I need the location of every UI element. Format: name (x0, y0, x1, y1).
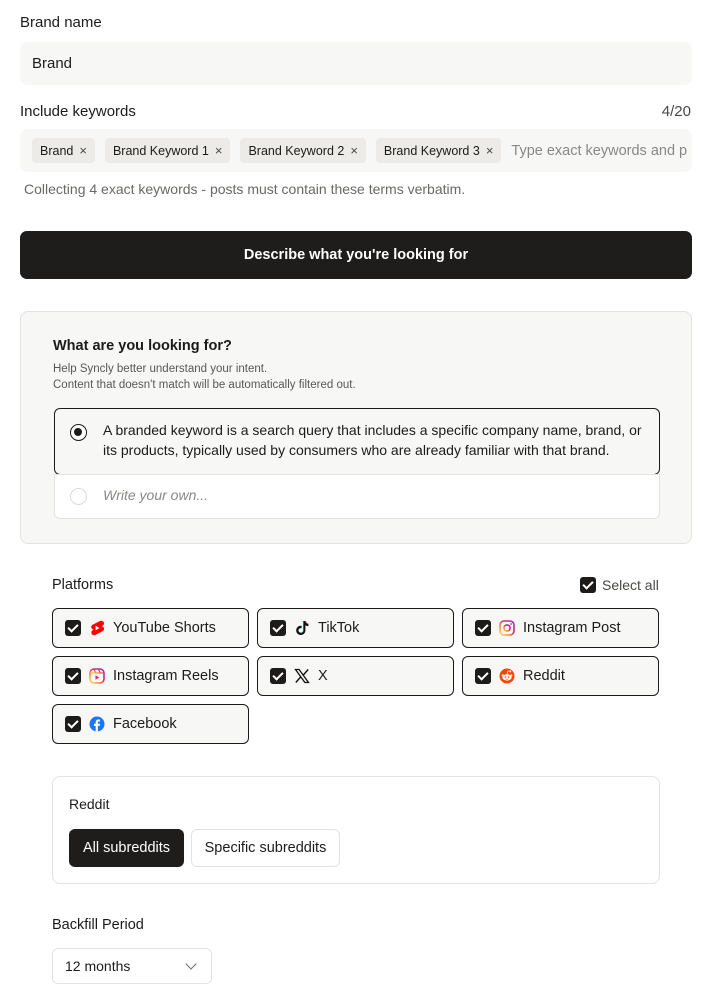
brand-name-label: Brand name (20, 14, 102, 31)
remove-chip-icon[interactable]: × (485, 143, 494, 158)
backfill-period-select[interactable] (52, 948, 212, 984)
keyword-chip-label: Brand Keyword 3 (383, 143, 480, 158)
tiktok-icon (294, 620, 310, 636)
keyword-input[interactable] (511, 143, 692, 159)
platform-label: TikTok (318, 620, 360, 636)
intent-title: What are you looking for? (53, 338, 232, 354)
keyword-chip (32, 138, 95, 163)
instagram-icon (499, 620, 515, 636)
intent-help-text (53, 361, 356, 393)
platform-label: YouTube Shorts (113, 620, 216, 636)
platform-facebook[interactable] (52, 704, 249, 744)
remove-chip-icon[interactable]: × (350, 143, 358, 158)
reddit-options-title: Reddit (69, 796, 110, 812)
checkbox-checked-icon[interactable] (270, 620, 286, 636)
platform-label: X (318, 668, 328, 684)
keywords-helper-text: Collecting 4 exact keywords - posts must contain these terms verbatim. (24, 181, 466, 197)
checkbox-checked-icon[interactable] (270, 668, 286, 684)
keyword-chip-label: Brand Keyword 2 (248, 143, 345, 158)
all-subreddits-button[interactable]: All subreddits (69, 829, 184, 867)
platforms-label: Platforms (52, 577, 114, 593)
checkbox-checked-icon[interactable] (65, 620, 81, 636)
keyword-chip-label: Brand Keyword 1 (112, 143, 209, 158)
checkbox-checked-icon[interactable] (65, 668, 81, 684)
platform-reddit[interactable] (462, 656, 659, 696)
reddit-options-card (52, 776, 660, 884)
checkbox-checked-icon[interactable] (65, 716, 81, 732)
keyword-count: 4/20 (661, 103, 691, 120)
intent-option-selected[interactable] (54, 408, 660, 475)
intent-card (20, 311, 692, 544)
platform-x[interactable] (257, 656, 454, 696)
remove-chip-icon[interactable]: × (214, 143, 223, 158)
platform-label: Instagram Reels (113, 668, 219, 684)
platform-label: Instagram Post (523, 620, 621, 636)
keyword-chip (105, 138, 230, 163)
backfill-period-label: Backfill Period (52, 917, 144, 933)
intent-help-line: Content that doesn't match will be automatically filtered out. (53, 379, 356, 391)
intent-help-line: Help Syncly better understand your intent. (53, 363, 268, 375)
include-keywords-label: Include keywords (20, 103, 136, 120)
facebook-icon (89, 716, 105, 732)
select-all-toggle[interactable] (580, 577, 659, 593)
intent-option-text: A branded keyword is a search query that includes a specific company name, brand, or its products, typically used by consumers who are already familiar with that brand. (103, 422, 642, 458)
keyword-chip (376, 138, 501, 163)
reddit-icon (499, 668, 515, 684)
platform-instagram-post[interactable] (462, 608, 659, 648)
radio-unselected-icon[interactable] (70, 488, 87, 505)
select-all-label: Select all (602, 577, 659, 593)
write-own-placeholder[interactable]: Write your own... (103, 487, 209, 503)
specific-subreddits-button[interactable]: Specific subreddits (191, 829, 340, 867)
radio-selected-icon[interactable] (70, 424, 87, 441)
checkbox-checked-icon[interactable] (475, 620, 491, 636)
checkbox-checked-icon[interactable] (475, 668, 491, 684)
platform-label: Reddit (523, 668, 565, 684)
platform-youtube-shorts[interactable] (52, 608, 249, 648)
x-logo-icon (294, 668, 310, 684)
backfill-period-value: 12 months (65, 958, 131, 974)
brand-name-input[interactable]: Brand (20, 42, 692, 85)
instagram-reels-icon (89, 668, 105, 684)
describe-intent-button[interactable]: Describe what you're looking for (20, 231, 692, 279)
chevron-down-icon (185, 958, 196, 969)
keywords-field[interactable] (20, 129, 692, 172)
checkbox-checked-icon[interactable] (580, 577, 596, 593)
keyword-chip (240, 138, 365, 163)
keyword-chip-label: Brand (40, 143, 74, 158)
platform-instagram-reels[interactable] (52, 656, 249, 696)
youtube-shorts-icon (89, 620, 105, 636)
platform-label: Facebook (113, 716, 177, 732)
remove-chip-icon[interactable]: × (79, 143, 87, 158)
platform-tiktok[interactable] (257, 608, 454, 648)
intent-option-write-own[interactable] (54, 474, 660, 519)
